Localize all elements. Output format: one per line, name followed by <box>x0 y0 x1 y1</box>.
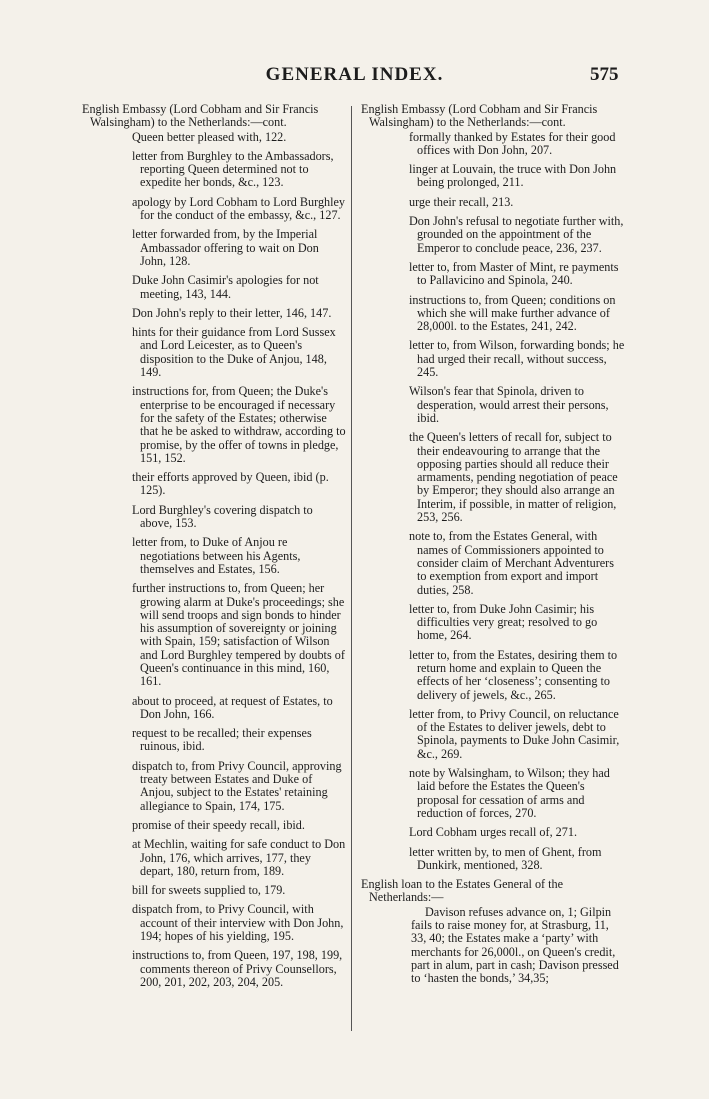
index-entry: letter to, from Master of Mint, re payments to Pallavicino and Spinola, 240. <box>409 259 619 288</box>
running-title: GENERAL INDEX. <box>265 64 444 85</box>
index-entry: instructions to, from Queen; conditions on which she will make further advance of 28,000l. to the Estates, 241, 242. <box>409 292 616 334</box>
index-entry: dispatch from, to Privy Council, with account of their interview with Don John, 194; hopes of his yielding, 195. <box>132 902 344 944</box>
index-entry: note by Walsingham, to Wilson; they had laid before the Estates the Queen's proposal for cessation of arms and reduction of forces, 270. <box>409 766 610 820</box>
index-entry: letter from, to Duke of Anjou re negotiations between his Agents, themselves and Estates, 156. <box>132 535 301 576</box>
index-entry: letter to, from the Estates, desiring them to return home and explain to Queen the effects of her ‘closeness’; consenting to delivery of jewels, &c., 265. <box>409 647 618 702</box>
column-divider <box>351 106 352 1031</box>
index-entry: letter from, to Privy Council, on reluctance of the Estates to deliver jewels, debt to Spinola, payments to Duke John Casimir, &c., 269. <box>409 706 620 761</box>
index-entry: apology by Lord Cobham to Lord Burghley for the conduct of the embassy, &c., 127. <box>132 194 346 223</box>
index-entry: letter forwarded from, by the Imperial Ambassador offering to wait on Don John, 128. <box>132 227 319 268</box>
index-entry: at Mechlin, waiting for safe conduct to Don John, 176, which arrives, 177, they depart, 180, return from, 189. <box>132 837 346 878</box>
index-entry: letter to, from Duke John Casimir; his difficulties very great; resolved to go home, 264. <box>409 601 598 643</box>
index-entry: letter written by, to men of Ghent, from Dunkirk, mentioned, 328. <box>409 844 602 872</box>
index-entry: Lord Burghley's covering dispatch to above, 153. <box>132 502 313 531</box>
index-heading: English Embassy (Lord Cobham and Sir Francis Walsingham) to the Netherlands:—cont. <box>361 102 598 130</box>
page-header <box>0 0 709 100</box>
index-entry: about to proceed, at request of Estates, to Don John, 166. <box>132 693 333 721</box>
left-column <box>82 103 346 995</box>
index-entry: promise of their speedy recall, ibid. <box>132 817 305 832</box>
index-entry: formally thanked by Estates for their good offices with Don John, 207. <box>409 129 616 157</box>
index-entry: further instructions to, from Queen; her growing alarm at Duke's proceedings; she will send troops and sign bonds to hinder his assumption of sovereignty or joining with Spain, 159; satisfaction of Wilson and Lord Burghley tempered by doubts of Queen's continuance in this mind, 160, 161. <box>132 581 345 689</box>
index-entry: linger at Louvain, the truce with Don John being prolonged, 211. <box>409 162 617 190</box>
index-heading: English loan to the Estates General of the Netherlands:— <box>361 877 564 905</box>
right-entries <box>361 131 626 873</box>
index-entry: letter from Burghley to the Ambassadors, reporting Queen determined not to expedite her bonds, &c., 123. <box>132 148 334 190</box>
index-entry: Queen better pleased with, 122. <box>132 129 287 144</box>
index-entry: Don John's refusal to negotiate further with, grounded on the appointment of the Emperor to conclude peace, 236, 237. <box>409 214 624 255</box>
index-entry: bill for sweets supplied to, 179. <box>132 883 286 898</box>
index-sub-entry: Davison refuses advance on, 1; Gilpin fails to raise money for, at Strasburg, 11, 33, 40; the Estates make a ‘party’ with merchants for 26,000l., on Queen's credit, part in alum, part in cash; Davison pressed to ‘hasten the bonds,’ 34,35; <box>411 904 619 986</box>
left-entries <box>82 131 346 990</box>
index-entry: urge their recall, 213. <box>409 194 514 209</box>
index-entry: Wilson's fear that Spinola, driven to desperation, would arrest their persons, ibid. <box>409 384 609 425</box>
index-heading: English Embassy (Lord Cobham and Sir Francis Walsingham) to the Netherlands:—cont. <box>82 102 319 130</box>
index-entry: dispatch to, from Privy Council, approving treaty between Estates and Duke of Anjou, subject to the Estates' retaining allegiance to Spain, 174, 175. <box>132 758 342 813</box>
index-entry: letter to, from Wilson, forwarding bonds; he had urged their recall, without success, 245. <box>409 338 625 380</box>
index-entry: Duke John Casimir's apologies for not meeting, 143, 144. <box>132 273 319 301</box>
index-entry: instructions for, from Queen; the Duke's enterprise to be encouraged if necessary for the safety of the Estates; otherwise that he be asked to withdraw, according to promise, by the offer of towns in pledge, 151, 152. <box>132 384 346 465</box>
page-number: 575 <box>590 64 619 85</box>
index-entry: Lord Cobham urges recall of, 271. <box>409 825 577 840</box>
index-entry: their efforts approved by Queen, ibid (p. 125). <box>132 470 329 498</box>
index-entry: request to be recalled; their expenses ruinous, ibid. <box>132 726 312 754</box>
index-entry: note to, from the Estates General, with names of Commissioners appointed to consider claim of Merchant Adventurers to exemption from export and import duties, 258. <box>409 529 614 597</box>
index-entry: instructions to, from Queen, 197, 198, 199, comments thereon of Privy Counsellors, 200, 201, 202, 203, 204, 205. <box>132 948 343 989</box>
index-entry: Don John's reply to their letter, 146, 147. <box>132 305 332 320</box>
index-entry: hints for their guidance from Lord Sussex and Lord Leicester, as to Queen's disposition to the Duke of Anjou, 148, 149. <box>132 325 336 380</box>
index-entry: the Queen's letters of recall for, subject to their endeavouring to arrange that the opposing parties should all reduce their armaments, pending negotiation of peace by Emperor; they should also arrange an Interim, if possible, in matter of religion, 253, 256. <box>409 430 618 525</box>
right-column <box>361 103 626 992</box>
